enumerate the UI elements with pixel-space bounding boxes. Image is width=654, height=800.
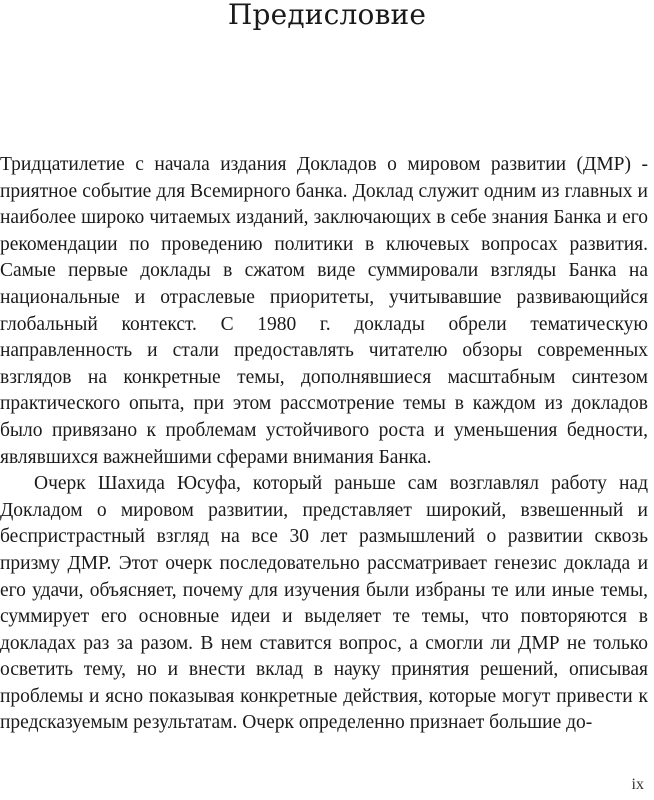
page-number: ix [631,776,644,793]
paragraph-2: Очерк Шахида Юсуфа, который раньше сам возглавлял работу над Докладом о мировом развитии, представляет широкий, взвешенный и беспристрастный взгляд на все 30 лет размышлений о развитии сквозь призму ДМР. Этот очерк последовательно рассматривает генезис доклада и его удачи, объясняет, почему для изучения были избраны те или иные темы, суммирует его основные идеи и выделяет те темы, что повторяются в докладах раз за разом. В нем ставится вопрос, а смогли ли ДМР не только осветить тему, но и внести вклад в науку принятия решений, описывая проблемы и ясно показывая конкретные действия, которые могут привести к предсказуемым результатам. Очерк определенно признает большие до- [0,473,648,734]
body-text [0,152,648,737]
page-title: Предисловие [227,0,427,31]
paragraph-1: Тридцатилетие с начала издания Докладов о мировом развитии (ДМР) - приятное событие для Всемирного банка. Доклад служит одним из главных и наиболее широко читаемых изданий, заключающих в себе знания Банка и его рекомендации по проведению политики в ключевых вопросах развития. Самые первые доклады в сжатом виде суммировали взгляды Банка на национальные и отраслевые приоритеты, учитывавшие развивающийся глобальный контекст. С 1980 г. доклады обрели тематическую направленность и стали предоставлять читателю обзоры современных взглядов на конкретные темы, дополнявшиеся масштабным синтезом практического опыта, при этом рассмотрение темы в каждом из докладов было привязано к проблемам устойчивого роста и уменьшения бедности, являвшихся важнейшими сферами внимания Банка. [0,154,648,468]
